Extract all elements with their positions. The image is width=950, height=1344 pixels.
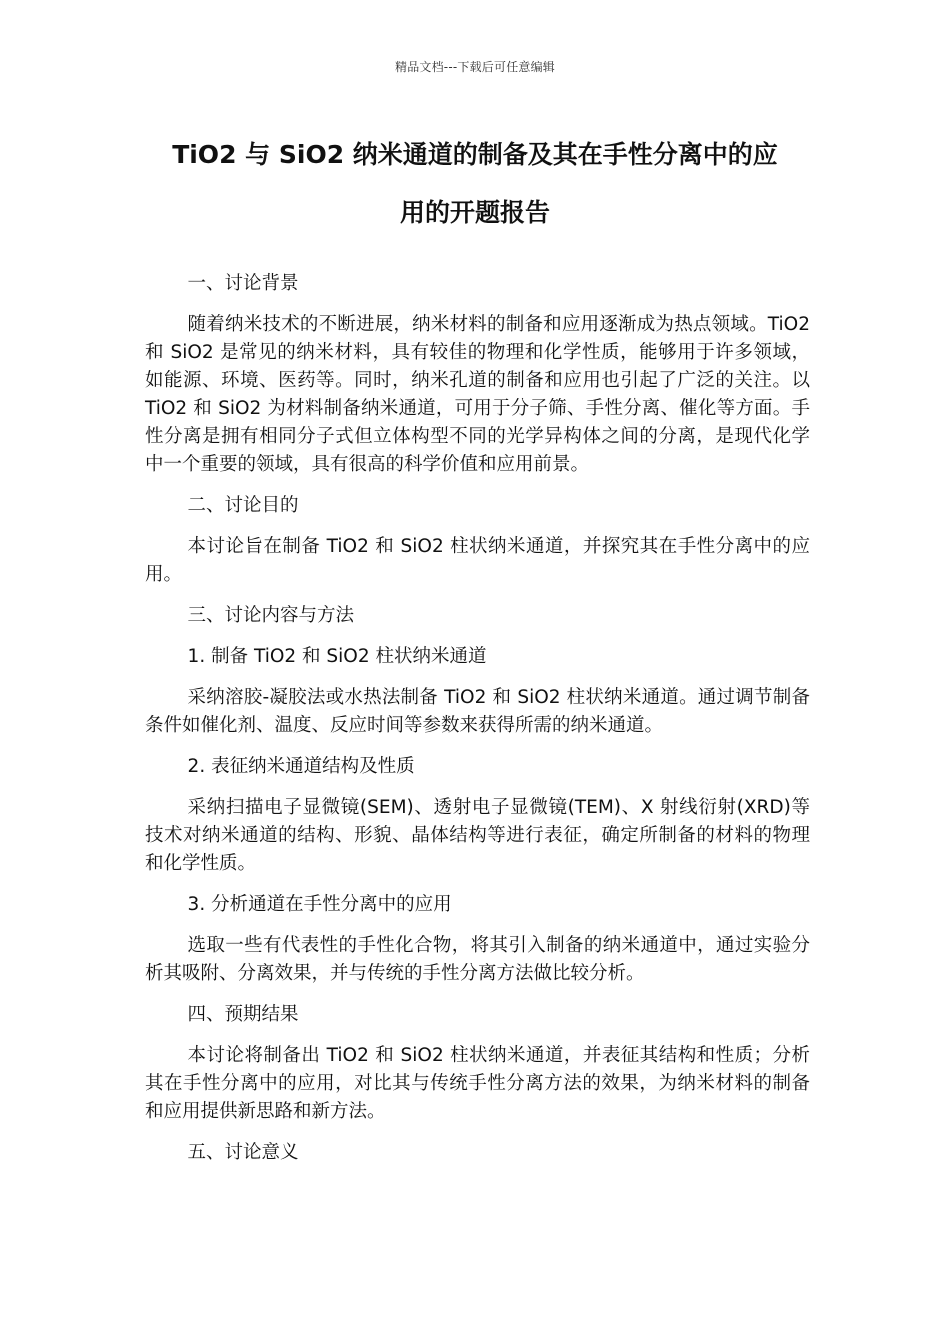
subsection-heading-application: 3. 分析通道在手性分离中的应用 [187, 894, 452, 915]
section-heading-significance: 五、讨论意义 [187, 1142, 299, 1163]
page-header: 精品文档---下载后可任意编辑 [395, 60, 555, 74]
section-heading-methods: 三、讨论内容与方法 [187, 605, 355, 626]
section-heading-purpose: 二、讨论目的 [187, 495, 299, 516]
paragraph-expected-results: 本讨论将制备出 TiO2 和 SiO2 柱状纳米通道，并表征其结构和性质；分析其在手性分离中的应用，对比其与传统手性分离方法的效果，为纳米材料的制备和应用提供新思路和新方法。 [145, 1045, 810, 1122]
subsection-heading-characterization: 2. 表征纳米通道结构及性质 [187, 756, 415, 777]
paragraph-purpose: 本讨论旨在制备 TiO2 和 SiO2 柱状纳米通道，并探究其在手性分离中的应用。 [145, 536, 810, 585]
document-body [145, 270, 810, 1180]
paragraph-preparation: 采纳溶胶-凝胶法或水热法制备 TiO2 和 SiO2 柱状纳米通道。通过调节制备条件如催化剂、温度、反应时间等参数来获得所需的纳米通道。 [145, 687, 810, 736]
title-line-2: 用的开题报告 [399, 198, 550, 227]
title-line-1: TiO2 与 SiO2 纳米通道的制备及其在手性分离中的应 [172, 140, 778, 169]
document-title [140, 126, 810, 242]
paragraph-background: 随着纳米技术的不断进展，纳米材料的制备和应用逐渐成为热点领域。TiO2 和 SiO2 是常见的纳米材料，具有较佳的物理和化学性质，能够用于许多领域，如能源、环境、医药等。同时，纳米孔道的制备和应用也引起了广泛的关注。以 TiO2 和 SiO2 为材料制备纳米通道，可用于分子筛、手性分离、催化等方面。手性分离是拥有相同分子式但立体构型不同的光学异构体之间的分离，是现代化学中一个重要的领域，具有很高的科学价值和应用前景。 [145, 314, 810, 475]
paragraph-characterization: 采纳扫描电子显微镜(SEM)、透射电子显微镜(TEM)、X 射线衍射(XRD)等技术对纳米通道的结构、形貌、晶体结构等进行表征，确定所制备的材料的物理和化学性质。 [145, 797, 810, 874]
section-heading-expected-results: 四、预期结果 [187, 1004, 299, 1025]
subsection-heading-preparation: 1. 制备 TiO2 和 SiO2 柱状纳米通道 [187, 646, 487, 667]
paragraph-application: 选取一些有代表性的手性化合物，将其引入制备的纳米通道中，通过实验分析其吸附、分离效果，并与传统的手性分离方法做比较分析。 [145, 935, 810, 984]
section-heading-background: 一、讨论背景 [187, 273, 299, 294]
